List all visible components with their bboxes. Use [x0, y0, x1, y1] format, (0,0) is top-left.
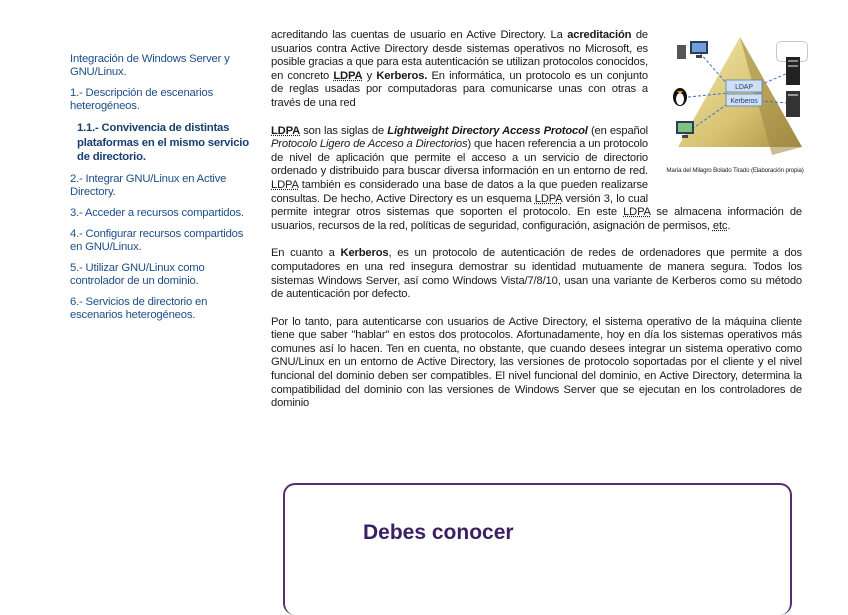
kerberos-label: Kerberos [730, 98, 758, 105]
sidebar-item-servicios[interactable]: 6.- Servicios de directorio en escenarios heterogéneos. [70, 295, 208, 321]
linux-penguin-icon [673, 88, 687, 106]
ldpa-abbr: LDPA [271, 124, 301, 137]
paragraph-kerberos: En cuanto a Kerberos, es un protocolo de autenticación de redes de ordenadores que permite a dos computadores en una red insegura demostrar su identidad mutuamente de manera segura. Todos los sistemas Windows Server, así como Windows Vista/7/8/10, usan una variante de Kerberos como su método de autenticación por defecto. [271, 247, 802, 301]
paragraph-ldpa: LDPA son las siglas de Lightweight Directory Access Protocol (en español Protocolo Ligero de Acceso a Directorios) que hacen referencia a un protocolo de nivel de aplicación que permite el acceso a un servicio de directorio ordenado y distribuido para buscar diversa información en un entorno de red. LDPA también es considerado una base de datos a la que pueden realizarse consultas. De hecho, Active Directory es un esquema LDPA versión 3, lo cual permite integrar otros sistemas que soporten el protocolo. En este LDPA se almacena información de usuarios, recursos de la red, políticas de seguridad, configuración, asignación de permisos, etc. [271, 124, 802, 232]
paragraph-acreditacion: acreditando las cuentas de usuario en Active Directory. La acreditación de usuarios contra Active Directory desde sistemas operativos no Microsoft, es posible gracias a que para esta autenticación se utilizan protocolos conocidos, en concreto LDPA y Kerberos. En informática, un protocolo es un conjunto de reglas usadas por computadoras para comunicarse unas con otras a través de una red [271, 29, 648, 109]
sidebar-item-controlador[interactable]: 5.- Utilizar GNU/Linux como controlador de un dominio. [70, 261, 205, 287]
callout-title: Debes conocer [363, 521, 514, 544]
sidebar-nav [70, 53, 255, 330]
ldpa-abbr: LDPA [333, 69, 363, 82]
sidebar-item-convivencia[interactable]: 1.1.- Convivencia de distintas plataformas en el mismo servicio de directorio. [77, 122, 249, 163]
main-content [271, 29, 802, 425]
computer-icon [677, 41, 708, 59]
ldap-kerberos-figure [660, 25, 810, 195]
ldap-label: LDAP [735, 84, 753, 91]
paragraph-autenticarse: Por lo tanto, para autenticarse con usuarios de Active Directory, el sistema operativo de la máquina cliente tiene que saber "hablar" en estos dos protocolos. Afortunadamente, hoy en día los sistemas operativos más comunes así lo hacen. Ten en cuenta, no obstante, que cuando desees integrar un sistema operativo como GNU/Linux en un entorno de Active Directory, las versiones de protocolo soportadas por el cliente y el nivel funcional del dominio deben ser compatibles. El nivel funcional del dominio, en Active Directory, determina la compatibilidad del dominio con las versiones de Windows Server que se ejecutan en los controladores de dominio [271, 315, 802, 410]
sidebar-item-acceder[interactable]: 3.- Acceder a recursos compartidos. [70, 206, 244, 219]
sidebar-item-configurar[interactable]: 4.- Configurar recursos compartidos en GNU/Linux. [70, 227, 244, 253]
server-icon [786, 57, 800, 117]
sidebar-item-integracion[interactable]: Integración de Windows Server y GNU/Linux. [70, 53, 230, 78]
pyramid-diagram [660, 25, 810, 165]
figure-caption: María del Milagro Bolado Tirado (Elaboración propia) [666, 167, 804, 174]
sidebar-item-integrar[interactable]: 2.- Integrar GNU/Linux en Active Directory. [70, 172, 227, 198]
sidebar-item-descripcion[interactable]: 1.- Descripción de escenarios heterogéneos. [70, 87, 214, 112]
debes-conocer-callout [283, 483, 792, 615]
